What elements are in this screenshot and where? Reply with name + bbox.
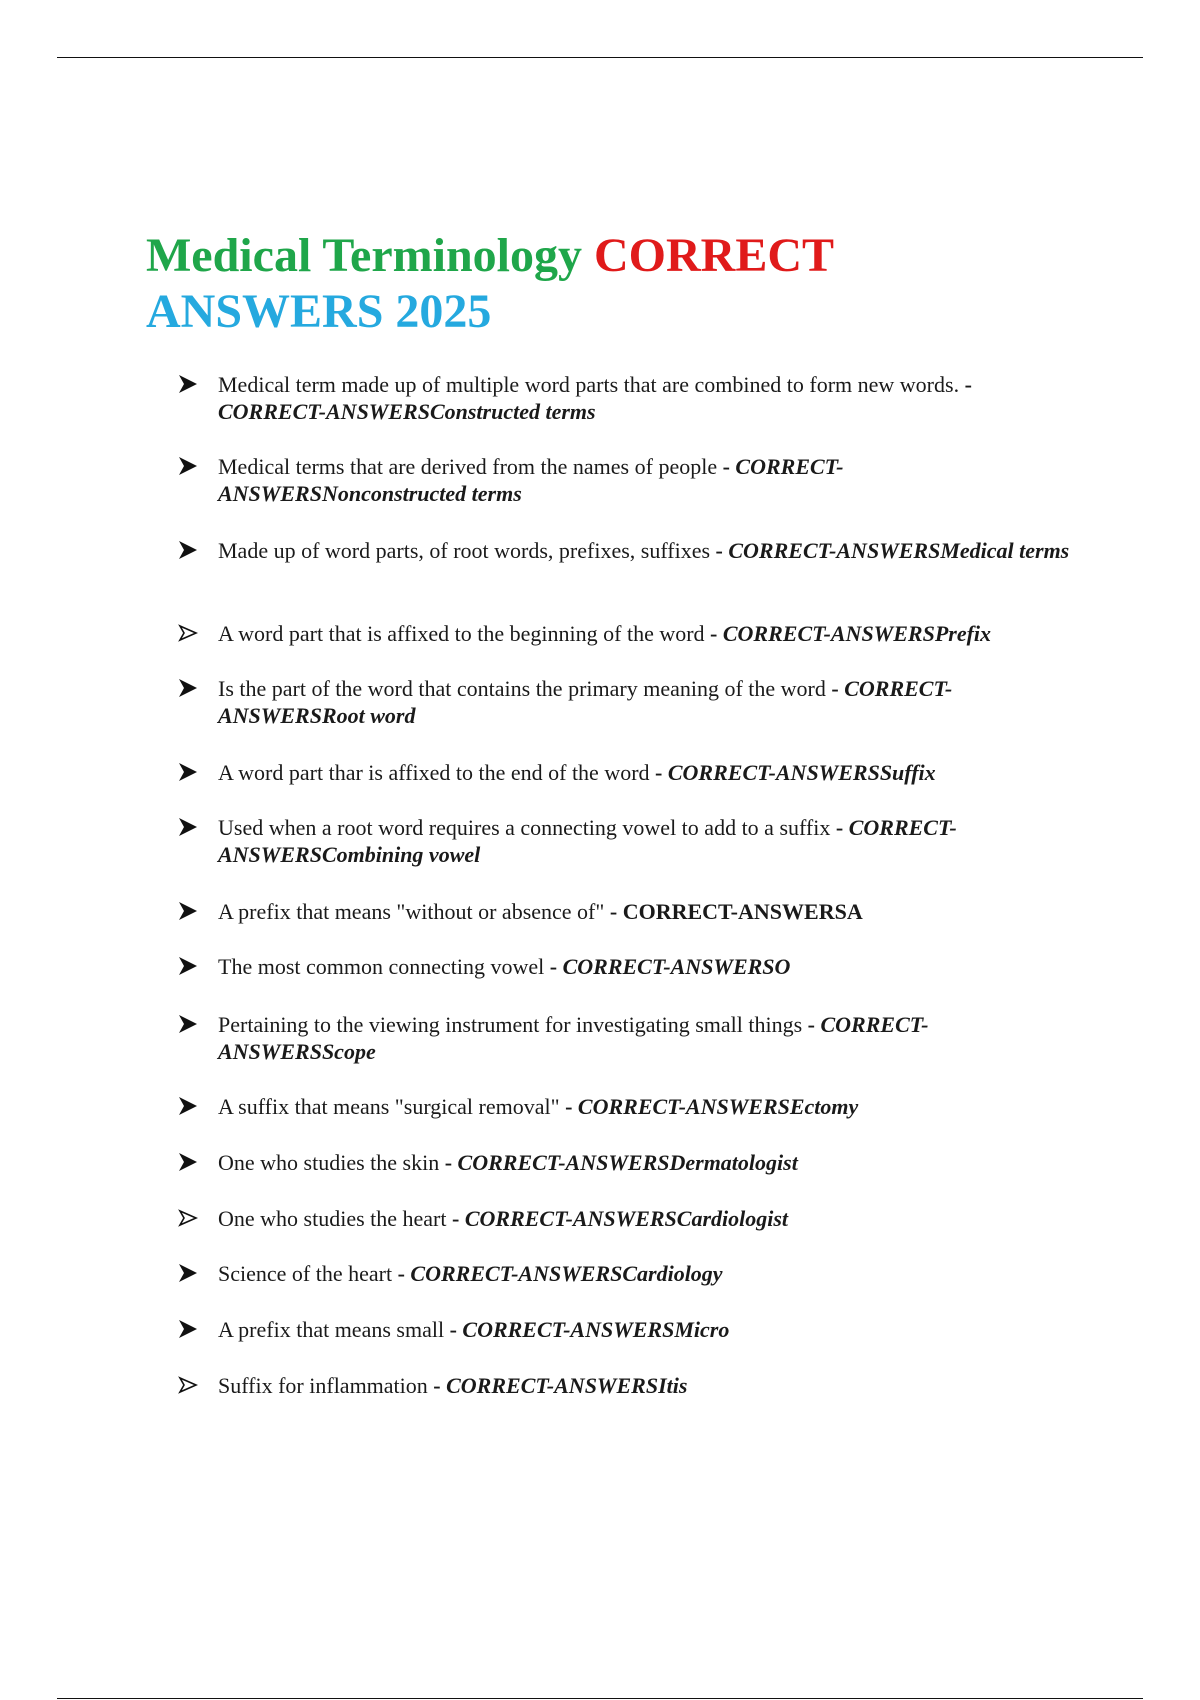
separator: - — [649, 760, 668, 785]
answer-text: CORRECT-ANSWERSMicro — [462, 1317, 730, 1342]
question-text: Science of the heart — [218, 1261, 393, 1286]
arrowhead-bullet-icon — [178, 1205, 218, 1231]
separator: - — [802, 1012, 821, 1037]
answer-text: CORRECT-ANSWERSItis — [446, 1373, 688, 1398]
separator: - — [559, 1094, 578, 1119]
title-part-3: ANSWERS 2025 — [146, 285, 492, 338]
answer-text: CORRECT-ANSWERSA — [622, 899, 863, 924]
separator: - — [959, 372, 972, 397]
arrowhead-bullet-icon — [178, 953, 218, 979]
list-item — [178, 898, 1078, 925]
question-text: The most common connecting vowel — [218, 954, 545, 979]
separator: - — [604, 899, 623, 924]
answer-text: CORRECT-ANSWERSCardiologist — [464, 1206, 789, 1231]
arrowhead-bullet-icon — [178, 453, 218, 479]
title-part-1: Medical Terminology — [146, 229, 582, 282]
answer-text: CORRECT-ANSWERSO — [562, 954, 791, 979]
question-text: Pertaining to the viewing instrument for investigating small things — [218, 1012, 803, 1037]
answer-text: CORRECT-ANSWERSCombining vowel — [218, 815, 957, 867]
arrowhead-bullet-icon — [178, 1093, 218, 1119]
question-text: A prefix that means "without or absence of" — [218, 899, 605, 924]
list-item — [178, 759, 1078, 786]
question-text: A word part that is affixed to the beginning of the word — [218, 621, 705, 646]
list-item — [178, 1093, 1078, 1120]
arrowhead-bullet-icon — [178, 759, 218, 785]
question-text: One who studies the heart — [218, 1206, 447, 1231]
arrowhead-bullet-icon — [178, 675, 218, 701]
question-text: Used when a root word requires a connecting vowel to add to a suffix — [218, 815, 831, 840]
arrowhead-bullet-icon — [178, 620, 218, 646]
top-rule — [57, 57, 1143, 58]
list-item — [178, 620, 1078, 647]
title-part-2: CORRECT — [593, 229, 834, 282]
arrowhead-bullet-icon — [178, 1149, 218, 1175]
separator: - — [444, 1317, 463, 1342]
separator: - — [704, 621, 723, 646]
separator: - — [446, 1206, 465, 1231]
answer-text: CORRECT-ANSWERSCardiology — [410, 1261, 723, 1286]
list-item — [178, 1205, 1078, 1232]
answer-text: CORRECT-ANSWERSPrefix — [722, 621, 992, 646]
separator: - — [825, 676, 845, 701]
list-item — [178, 814, 1078, 868]
list-item — [178, 675, 1078, 729]
question-text: Made up of word parts, of root words, prefixes, suffixes — [218, 538, 711, 563]
separator: - — [710, 538, 729, 563]
separator: - — [439, 1150, 458, 1175]
answer-text: CORRECT-ANSWERSDermatologist — [457, 1150, 798, 1175]
page-title — [146, 228, 906, 340]
separator: - — [717, 454, 736, 479]
list-item — [178, 1316, 1078, 1343]
arrowhead-bullet-icon — [178, 1372, 218, 1398]
list-item — [178, 953, 1078, 980]
arrowhead-bullet-icon — [178, 537, 218, 563]
arrowhead-bullet-icon — [178, 1260, 218, 1286]
question-text: A suffix that means "surgical removal" — [218, 1094, 560, 1119]
separator: - — [830, 815, 849, 840]
question-text: Medical terms that are derived from the names of people — [218, 454, 718, 479]
answer-text: CORRECT-ANSWERSScope — [218, 1012, 929, 1064]
list-item — [178, 1149, 1078, 1176]
list-item — [178, 371, 1078, 425]
list-item — [178, 1260, 1078, 1287]
answer-text: CORRECT-ANSWERSMedical terms — [728, 538, 1070, 563]
question-text: Medical term made up of multiple word parts that are combined to form new words. — [218, 372, 960, 397]
separator: - — [392, 1261, 411, 1286]
separator: - — [544, 954, 563, 979]
list-item — [178, 1011, 1078, 1065]
arrowhead-bullet-icon — [178, 1011, 218, 1037]
answer-text: CORRECT-ANSWERSNonconstructed terms — [218, 454, 844, 506]
answer-text: CORRECT-ANSWERSConstructed terms — [218, 399, 596, 424]
list-item — [178, 537, 1078, 564]
arrowhead-bullet-icon — [178, 898, 218, 924]
question-text: One who studies the skin — [218, 1150, 440, 1175]
question-text: A prefix that means small — [218, 1317, 445, 1342]
question-text: Suffix for inflammation — [218, 1373, 428, 1398]
separator: - — [427, 1373, 447, 1398]
arrowhead-bullet-icon — [178, 371, 218, 397]
answer-text: CORRECT-ANSWERSEctomy — [577, 1094, 859, 1119]
bottom-rule — [57, 1698, 1143, 1699]
answer-text: CORRECT-ANSWERSSuffix — [667, 760, 936, 785]
list-item — [178, 453, 1078, 507]
question-text: Is the part of the word that contains the primary meaning of the word — [218, 676, 826, 701]
question-text: A word part thar is affixed to the end of the word — [218, 760, 650, 785]
arrowhead-bullet-icon — [178, 1316, 218, 1342]
list-item — [178, 1372, 1078, 1399]
arrowhead-bullet-icon — [178, 814, 218, 840]
answer-text: CORRECT-ANSWERSRoot word — [218, 676, 953, 728]
